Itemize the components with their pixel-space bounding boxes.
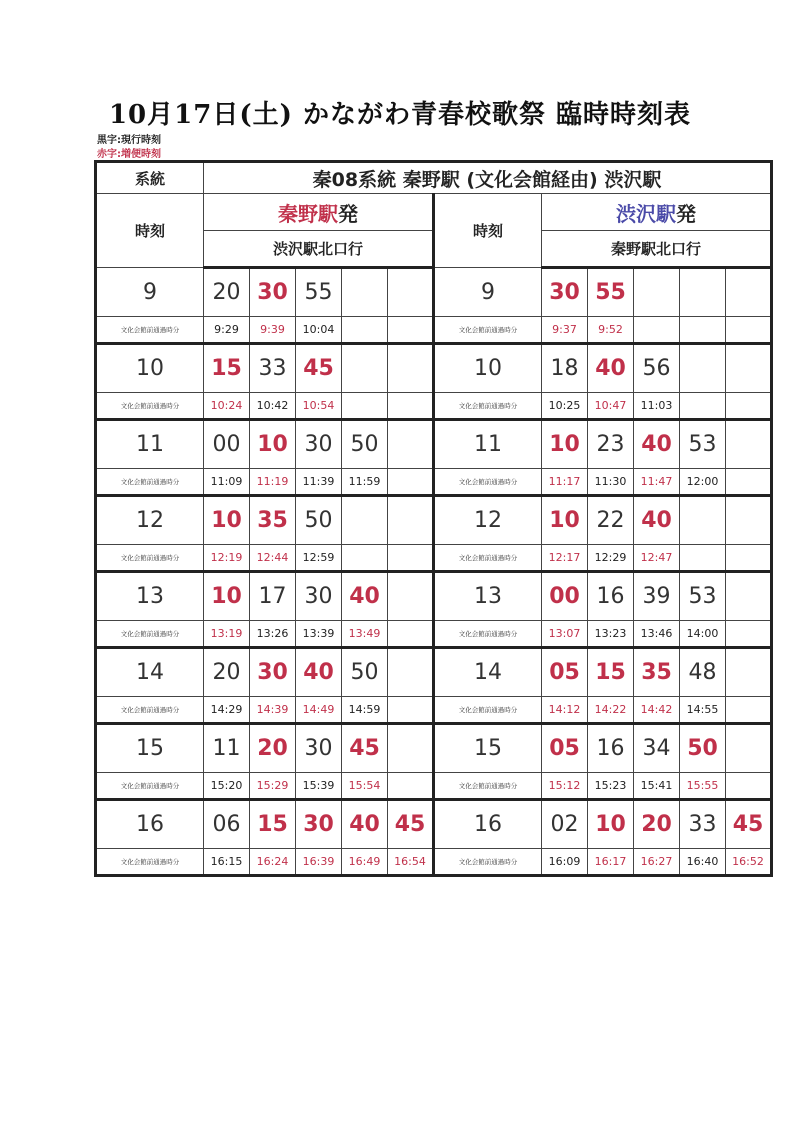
pass-time-label: 文化会館前通過時分	[434, 773, 542, 800]
pass-time-label: 文化会館前通過時分	[434, 545, 542, 572]
pass-time	[680, 393, 726, 420]
hour-cell: 12	[96, 496, 204, 545]
departure-minute: 50	[296, 496, 342, 545]
pass-time: 12:59	[296, 545, 342, 572]
pass-time: 15:39	[296, 773, 342, 800]
pass-time	[388, 697, 434, 724]
departure-minute: 20	[204, 268, 250, 317]
pass-time: 16:40	[680, 849, 726, 876]
pass-time: 14:12	[542, 697, 588, 724]
pass-time: 15:54	[342, 773, 388, 800]
departure-minute	[388, 420, 434, 469]
departure-minute: 10	[542, 496, 588, 545]
hour-cell: 9	[434, 268, 542, 317]
pass-time: 11:17	[542, 469, 588, 496]
hour-cell: 14	[434, 648, 542, 697]
left-departure-station	[204, 194, 434, 231]
pass-time	[342, 393, 388, 420]
departure-minute: 30	[250, 268, 296, 317]
pass-time: 15:29	[250, 773, 296, 800]
departure-minute	[388, 724, 434, 773]
pass-time	[680, 317, 726, 344]
departure-minute	[388, 648, 434, 697]
departure-minute: 02	[542, 800, 588, 849]
pass-time: 12:47	[634, 545, 680, 572]
departure-minute: 18	[542, 344, 588, 393]
pass-time: 13:49	[342, 621, 388, 648]
pass-time: 13:26	[250, 621, 296, 648]
hour-cell: 14	[96, 648, 204, 697]
hour-pass-time-row	[96, 849, 772, 876]
pass-time: 10:04	[296, 317, 342, 344]
departure-minute: 10	[250, 420, 296, 469]
departure-minute: 33	[680, 800, 726, 849]
departure-minute: 33	[250, 344, 296, 393]
pass-time	[726, 469, 772, 496]
pass-time	[726, 697, 772, 724]
pass-time: 14:55	[680, 697, 726, 724]
departure-minute: 40	[588, 344, 634, 393]
departure-minute: 30	[296, 420, 342, 469]
pass-time: 11:19	[250, 469, 296, 496]
pass-time	[726, 621, 772, 648]
time-label-left: 時刻	[96, 194, 204, 268]
departure-minute: 30	[250, 648, 296, 697]
pass-time: 12:44	[250, 545, 296, 572]
pass-time: 16:24	[250, 849, 296, 876]
departure-minute: 53	[680, 572, 726, 621]
hour-cell: 11	[434, 420, 542, 469]
hour-pass-time-row	[96, 773, 772, 800]
departure-minute: 05	[542, 648, 588, 697]
departure-minute: 11	[204, 724, 250, 773]
departure-minute: 30	[296, 572, 342, 621]
hour-minutes-row	[96, 800, 772, 849]
departure-minute: 55	[296, 268, 342, 317]
departure-minute: 30	[296, 800, 342, 849]
departure-minute: 30	[296, 724, 342, 773]
pass-time-label: 文化会館前通過時分	[434, 393, 542, 420]
pass-time: 12:19	[204, 545, 250, 572]
left-destination: 渋沢駅北口行	[204, 231, 434, 268]
right-departure-station	[542, 194, 772, 231]
pass-time: 14:29	[204, 697, 250, 724]
hour-minutes-row	[96, 724, 772, 773]
departure-minute	[726, 572, 772, 621]
departure-minute: 06	[204, 800, 250, 849]
departure-minute	[388, 344, 434, 393]
departure-minute: 00	[204, 420, 250, 469]
departure-minute: 53	[680, 420, 726, 469]
pass-time: 9:37	[542, 317, 588, 344]
departure-minute: 17	[250, 572, 296, 621]
departure-minute: 20	[250, 724, 296, 773]
hour-cell: 15	[96, 724, 204, 773]
pass-time-label: 文化会館前通過時分	[96, 621, 204, 648]
departure-minute: 40	[342, 572, 388, 621]
pass-time-label: 文化会館前通過時分	[96, 773, 204, 800]
pass-time: 15:12	[542, 773, 588, 800]
departure-minute: 05	[542, 724, 588, 773]
departure-minute: 16	[588, 572, 634, 621]
departure-minute: 40	[296, 648, 342, 697]
departure-minute: 50	[342, 420, 388, 469]
departure-minute	[388, 268, 434, 317]
departure-minute: 20	[204, 648, 250, 697]
page-title: 10月17日(土) かながわ青春校歌祭 臨時時刻表	[108, 100, 692, 130]
pass-time-label: 文化会館前通過時分	[434, 469, 542, 496]
departure-minute: 15	[588, 648, 634, 697]
departure-minute	[680, 344, 726, 393]
departure-minute: 40	[342, 800, 388, 849]
pass-time	[388, 393, 434, 420]
pass-time	[726, 393, 772, 420]
keito-label: 系統	[96, 162, 204, 194]
pass-time	[388, 621, 434, 648]
hour-cell: 12	[434, 496, 542, 545]
pass-time: 10:24	[204, 393, 250, 420]
departure-minute	[342, 344, 388, 393]
hour-minutes-row	[96, 648, 772, 697]
pass-time	[726, 773, 772, 800]
pass-time-label: 文化会館前通過時分	[96, 393, 204, 420]
departure-minute: 39	[634, 572, 680, 621]
departure-minute: 45	[726, 800, 772, 849]
hour-pass-time-row	[96, 545, 772, 572]
pass-time-label: 文化会館前通過時分	[96, 697, 204, 724]
departure-minute	[388, 496, 434, 545]
departure-minute	[680, 496, 726, 545]
departure-minute: 48	[680, 648, 726, 697]
hour-cell: 11	[96, 420, 204, 469]
pass-time: 10:54	[296, 393, 342, 420]
pass-time: 16:49	[342, 849, 388, 876]
hour-minutes-row	[96, 420, 772, 469]
pass-time: 16:39	[296, 849, 342, 876]
hour-cell: 10	[434, 344, 542, 393]
pass-time: 14:00	[680, 621, 726, 648]
pass-time-label: 文化会館前通過時分	[434, 697, 542, 724]
pass-time-label: 文化会館前通過時分	[96, 545, 204, 572]
departure-minute	[726, 648, 772, 697]
departure-minute: 35	[634, 648, 680, 697]
pass-time: 14:39	[250, 697, 296, 724]
departure-minute: 50	[342, 648, 388, 697]
departure-minute: 55	[588, 268, 634, 317]
departure-minute: 23	[588, 420, 634, 469]
pass-time	[634, 317, 680, 344]
departure-minute	[388, 572, 434, 621]
pass-time: 11:47	[634, 469, 680, 496]
hour-pass-time-row	[96, 697, 772, 724]
left-station-name: 秦野駅	[278, 201, 338, 226]
pass-time: 12:17	[542, 545, 588, 572]
pass-time: 11:39	[296, 469, 342, 496]
pass-time: 14:49	[296, 697, 342, 724]
departure-minute	[342, 496, 388, 545]
right-station-name: 渋沢駅	[616, 201, 676, 226]
departure-minute	[680, 268, 726, 317]
pass-time: 11:03	[634, 393, 680, 420]
departure-minute	[726, 496, 772, 545]
pass-time: 10:25	[542, 393, 588, 420]
pass-time: 14:42	[634, 697, 680, 724]
departure-minute	[726, 724, 772, 773]
pass-time: 10:42	[250, 393, 296, 420]
pass-time	[342, 317, 388, 344]
pass-time: 13:19	[204, 621, 250, 648]
pass-time	[388, 317, 434, 344]
pass-time: 14:59	[342, 697, 388, 724]
hour-cell: 16	[96, 800, 204, 849]
pass-time	[726, 545, 772, 572]
pass-time-label: 文化会館前通過時分	[434, 849, 542, 876]
hour-cell: 13	[434, 572, 542, 621]
pass-time: 16:52	[726, 849, 772, 876]
pass-time: 11:30	[588, 469, 634, 496]
timetable	[94, 160, 773, 877]
pass-time: 15:41	[634, 773, 680, 800]
pass-time-label: 文化会館前通過時分	[96, 849, 204, 876]
departure-minute: 34	[634, 724, 680, 773]
hour-cell: 10	[96, 344, 204, 393]
pass-time	[388, 469, 434, 496]
legend-black-text: 黒字:現行時刻	[97, 135, 161, 146]
pass-time: 15:20	[204, 773, 250, 800]
pass-time: 13:23	[588, 621, 634, 648]
hour-cell: 13	[96, 572, 204, 621]
departure-minute: 56	[634, 344, 680, 393]
pass-time: 9:29	[204, 317, 250, 344]
header-station-row	[96, 194, 772, 231]
departure-minute: 15	[204, 344, 250, 393]
departure-minute	[634, 268, 680, 317]
departure-minute: 20	[634, 800, 680, 849]
hour-minutes-row	[96, 344, 772, 393]
departure-minute: 45	[296, 344, 342, 393]
departure-minute	[342, 268, 388, 317]
hour-minutes-row	[96, 496, 772, 545]
route-title: 秦08系統 秦野駅 (文化会館経由) 渋沢駅	[204, 162, 772, 194]
departure-minute: 10	[588, 800, 634, 849]
pass-time	[342, 545, 388, 572]
hour-pass-time-row	[96, 393, 772, 420]
pass-time: 15:23	[588, 773, 634, 800]
departure-minute: 30	[542, 268, 588, 317]
hour-cell: 9	[96, 268, 204, 317]
hour-pass-time-row	[96, 621, 772, 648]
pass-time: 13:39	[296, 621, 342, 648]
pass-time-label: 文化会館前通過時分	[434, 317, 542, 344]
hour-minutes-row	[96, 268, 772, 317]
right-destination: 秦野駅北口行	[542, 231, 772, 268]
pass-time: 16:27	[634, 849, 680, 876]
right-station-suffix: 発	[676, 201, 696, 226]
departure-minute	[726, 344, 772, 393]
pass-time: 10:47	[588, 393, 634, 420]
pass-time: 13:07	[542, 621, 588, 648]
pass-time: 16:17	[588, 849, 634, 876]
hour-pass-time-row	[96, 469, 772, 496]
pass-time	[388, 773, 434, 800]
pass-time: 9:39	[250, 317, 296, 344]
pass-time-label: 文化会館前通過時分	[96, 317, 204, 344]
time-label-right: 時刻	[434, 194, 542, 268]
pass-time	[680, 545, 726, 572]
hour-cell: 15	[434, 724, 542, 773]
departure-minute: 40	[634, 496, 680, 545]
pass-time: 11:59	[342, 469, 388, 496]
pass-time-label: 文化会館前通過時分	[96, 469, 204, 496]
pass-time: 9:52	[588, 317, 634, 344]
departure-minute: 15	[250, 800, 296, 849]
departure-minute: 10	[204, 572, 250, 621]
departure-minute: 10	[204, 496, 250, 545]
pass-time: 14:22	[588, 697, 634, 724]
header-route-row	[96, 162, 772, 194]
departure-minute: 40	[634, 420, 680, 469]
pass-time: 15:55	[680, 773, 726, 800]
pass-time: 16:15	[204, 849, 250, 876]
departure-minute: 35	[250, 496, 296, 545]
pass-time	[726, 317, 772, 344]
pass-time: 11:09	[204, 469, 250, 496]
hour-minutes-row	[96, 572, 772, 621]
departure-minute: 45	[342, 724, 388, 773]
departure-minute: 00	[542, 572, 588, 621]
departure-minute: 22	[588, 496, 634, 545]
departure-minute: 50	[680, 724, 726, 773]
pass-time: 16:09	[542, 849, 588, 876]
hour-cell: 16	[434, 800, 542, 849]
pass-time	[388, 545, 434, 572]
left-station-suffix: 発	[338, 201, 358, 226]
pass-time: 12:29	[588, 545, 634, 572]
departure-minute: 45	[388, 800, 434, 849]
departure-minute: 10	[542, 420, 588, 469]
legend-red-text: 赤字:増便時刻	[97, 149, 161, 160]
departure-minute	[726, 268, 772, 317]
hour-pass-time-row	[96, 317, 772, 344]
pass-time: 13:46	[634, 621, 680, 648]
departure-minute: 16	[588, 724, 634, 773]
pass-time-label: 文化会館前通過時分	[434, 621, 542, 648]
pass-time: 12:00	[680, 469, 726, 496]
pass-time: 16:54	[388, 849, 434, 876]
departure-minute	[726, 420, 772, 469]
